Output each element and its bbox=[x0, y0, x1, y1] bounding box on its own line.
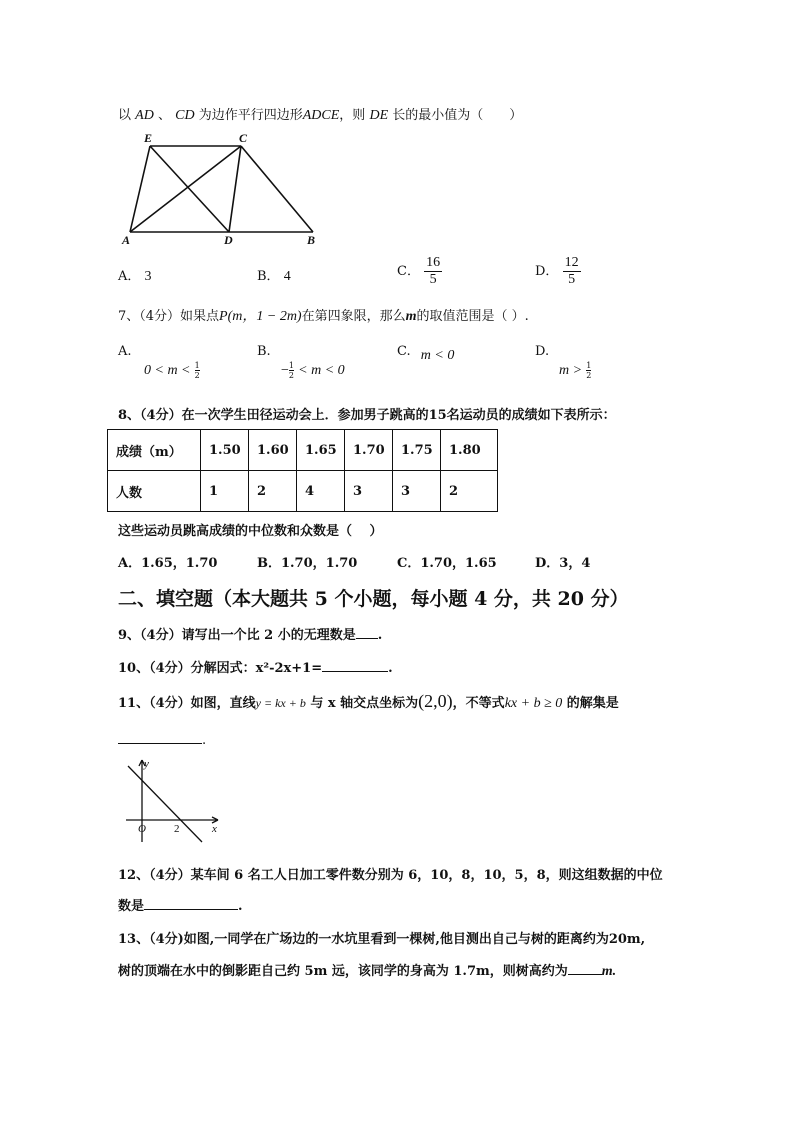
q13-line2-text: 树的顶端在水中的倒影距自己约 5m 远，该同学的身高为 1.7m，则树高约为 bbox=[118, 964, 568, 979]
q11-line-expr: y = kx + b bbox=[255, 696, 306, 710]
q6-stem-sep: 、 bbox=[157, 108, 171, 123]
q6-stem-prefix: 以 bbox=[118, 108, 132, 123]
q13-line2 bbox=[118, 960, 616, 980]
q11-label-o: O bbox=[138, 823, 146, 835]
q13-line1: 13、（4分)如图,一同学在广场边的一水坑里看到一棵树,他目测出自己与树的距离约为20m, bbox=[118, 932, 646, 947]
q7-option-d-letter: D. bbox=[535, 344, 550, 359]
q6-stem-de: DE bbox=[369, 108, 389, 123]
q7-option-a[interactable] bbox=[118, 344, 200, 380]
q7-option-d-den: 2 bbox=[586, 371, 592, 380]
q11-label-x: x bbox=[212, 823, 217, 835]
q10-end: . bbox=[388, 661, 393, 676]
q12-end: . bbox=[238, 899, 243, 914]
q8-stem: 8、（4分）在一次学生田径运动会上．参加男子跳高的15名运动员的成绩如下表所示： bbox=[118, 408, 616, 423]
q8-option-d[interactable]: D．3，4 bbox=[535, 556, 591, 571]
q6-figure bbox=[118, 130, 328, 250]
q6-stem-suffix: 长的最小值为（ ） bbox=[392, 108, 523, 123]
q6-stem-cd: CD bbox=[175, 108, 195, 123]
section-2-title: 二、填空题（本大题共 5 个小题，每小题 4 分，共 20 分） bbox=[118, 588, 629, 610]
q6-option-d-fraction bbox=[563, 255, 581, 288]
table-cell: 1.75 bbox=[393, 430, 441, 471]
q6-option-a-value: 3 bbox=[144, 269, 152, 284]
q10 bbox=[118, 657, 393, 676]
q7-point: P(m，1 − 2m) bbox=[219, 309, 302, 324]
q7-option-a-fraction bbox=[195, 361, 200, 380]
q7-option-d[interactable] bbox=[535, 344, 591, 380]
q7-option-d-expr bbox=[559, 361, 591, 380]
q7-option-b-den: 2 bbox=[288, 371, 294, 380]
q7-option-a-expr-pre: 0 < m < bbox=[144, 363, 191, 378]
q7-option-d-expr-pre: m > bbox=[559, 363, 583, 378]
q6-option-d[interactable] bbox=[535, 255, 581, 288]
q7-option-a-num: 1 bbox=[194, 361, 200, 370]
q7-stem bbox=[118, 305, 529, 325]
q6-option-d-letter: D． bbox=[535, 264, 559, 279]
q6-option-c-num: 16 bbox=[426, 255, 441, 270]
q6-option-b-value: 4 bbox=[283, 269, 291, 284]
q6-stem-ad: AD bbox=[135, 108, 154, 123]
table-cell: 2 bbox=[249, 471, 297, 512]
table-cell: 1.65 bbox=[297, 430, 345, 471]
q11-mid: 与 x 轴交点坐标为 bbox=[310, 696, 419, 711]
q13-answer-blank[interactable] bbox=[568, 962, 602, 975]
q7-option-d-num: 1 bbox=[586, 361, 592, 370]
q7-option-b-expr bbox=[281, 361, 345, 380]
q6-option-c[interactable] bbox=[397, 255, 442, 288]
table-cell: 人数 bbox=[108, 471, 201, 512]
q12-line2 bbox=[118, 895, 243, 914]
q8-option-b[interactable]: B．1.70，1.70 bbox=[257, 556, 358, 571]
q6-stem-mid2: ，则 bbox=[339, 108, 366, 123]
table-cell: 2 bbox=[441, 471, 498, 512]
q6-option-c-letter: C． bbox=[397, 264, 420, 279]
q6-option-b-letter: B． bbox=[257, 269, 280, 284]
q7-option-b-sign: − bbox=[281, 363, 289, 378]
q11-point: (2,0) bbox=[418, 691, 453, 711]
table-cell: 3 bbox=[345, 471, 393, 512]
table-cell: 1.50 bbox=[201, 430, 249, 471]
q6-option-c-fraction bbox=[424, 255, 442, 288]
q11-end: . bbox=[202, 733, 207, 748]
table-cell: 1.70 bbox=[345, 430, 393, 471]
q10-text: 10、（4分）分解因式：x²-2x+1= bbox=[118, 661, 323, 676]
q6-option-c-den: 5 bbox=[429, 272, 437, 287]
q11-answer-blank[interactable] bbox=[118, 731, 202, 744]
q9-end: . bbox=[377, 628, 383, 643]
q6-stem bbox=[118, 104, 522, 124]
q11-label-2: 2 bbox=[174, 823, 180, 835]
q7-option-c-letter: C. bbox=[397, 344, 411, 359]
q11-mid2: ，不等式 bbox=[452, 696, 505, 711]
q6-segment-ed bbox=[150, 146, 229, 232]
q7-option-c-expr: m < 0 bbox=[420, 348, 455, 363]
q10-answer-blank[interactable] bbox=[322, 659, 388, 672]
q11-stem bbox=[118, 691, 619, 712]
q7-option-b-expr-post: < m < 0 bbox=[298, 363, 345, 378]
q6-stem-mid: 为边作平行四边形 bbox=[198, 108, 303, 123]
q11-suffix: 的解集是 bbox=[566, 696, 619, 711]
q7-option-c[interactable] bbox=[397, 344, 455, 363]
q12-line1: 12、（4分）某车间 6 名工人日加工零件数分别为 6，10，8，10，5，8，则这组数据的中位 bbox=[118, 868, 663, 883]
q11-answer-line bbox=[118, 731, 206, 748]
q6-option-d-den: 5 bbox=[568, 272, 576, 287]
q7-option-a-expr bbox=[144, 361, 200, 380]
q11-label-y: y bbox=[144, 758, 149, 770]
q7-option-d-fraction bbox=[586, 361, 591, 380]
q6-option-a-letter: A． bbox=[118, 269, 141, 284]
q9-answer-blank[interactable] bbox=[356, 626, 378, 639]
q6-label-d: D bbox=[224, 233, 233, 247]
q7-stem-suffix: 在第四象限，那么 bbox=[301, 309, 406, 324]
q6-segment-cb bbox=[241, 146, 313, 232]
q11-inequality: kx + b ≥ 0 bbox=[504, 696, 563, 711]
q11-graph bbox=[122, 756, 226, 846]
table-cell: 1 bbox=[201, 471, 249, 512]
q6-stem-adce: ADCE bbox=[302, 108, 340, 123]
q6-label-c: C bbox=[239, 131, 248, 145]
q7-option-a-den: 2 bbox=[194, 371, 200, 380]
q9-text: 9、（4分）请写出一个比 2 小的无理数是 bbox=[118, 628, 356, 643]
q8-option-c[interactable]: C．1.70，1.65 bbox=[397, 556, 497, 571]
q6-label-e: E bbox=[144, 131, 153, 145]
q12-answer-blank[interactable] bbox=[144, 897, 238, 910]
q6-option-a[interactable] bbox=[118, 265, 152, 285]
q7-option-b[interactable] bbox=[257, 344, 345, 380]
q8-results-table bbox=[107, 429, 498, 512]
q7-stem-prefix: 7、（4分）如果点 bbox=[118, 309, 220, 324]
q7-option-b-letter: B. bbox=[257, 344, 271, 359]
table-row bbox=[108, 471, 498, 512]
q7-stem-end: 的取值范围是（ ）. bbox=[416, 309, 529, 324]
table-cell: 4 bbox=[297, 471, 345, 512]
table-row bbox=[108, 430, 498, 471]
q12-line2-text: 数是 bbox=[118, 899, 145, 914]
table-cell: 1.60 bbox=[249, 430, 297, 471]
table-cell: 1.80 bbox=[441, 430, 498, 471]
q7-option-b-fraction bbox=[289, 361, 294, 380]
q6-option-b[interactable] bbox=[257, 265, 291, 285]
q7-option-a-letter: A. bbox=[118, 344, 132, 359]
q7-option-b-num: 1 bbox=[288, 361, 294, 370]
q9 bbox=[118, 624, 382, 643]
q6-segment-cd bbox=[229, 146, 241, 232]
q13-unit: m. bbox=[601, 964, 617, 979]
table-cell: 成绩（m） bbox=[108, 430, 201, 471]
q8-option-a[interactable]: A．1.65，1.70 bbox=[118, 556, 218, 571]
table-cell: 3 bbox=[393, 471, 441, 512]
q6-label-b: B bbox=[307, 233, 316, 247]
q7-var: m bbox=[405, 309, 417, 324]
q6-label-a: A bbox=[122, 233, 131, 247]
q11-prefix: 11、（4分）如图，直线 bbox=[118, 696, 256, 711]
q8-question: 这些运动员跳高成绩的中位数和众数是（ ） bbox=[118, 524, 383, 539]
q6-option-d-num: 12 bbox=[564, 255, 579, 270]
